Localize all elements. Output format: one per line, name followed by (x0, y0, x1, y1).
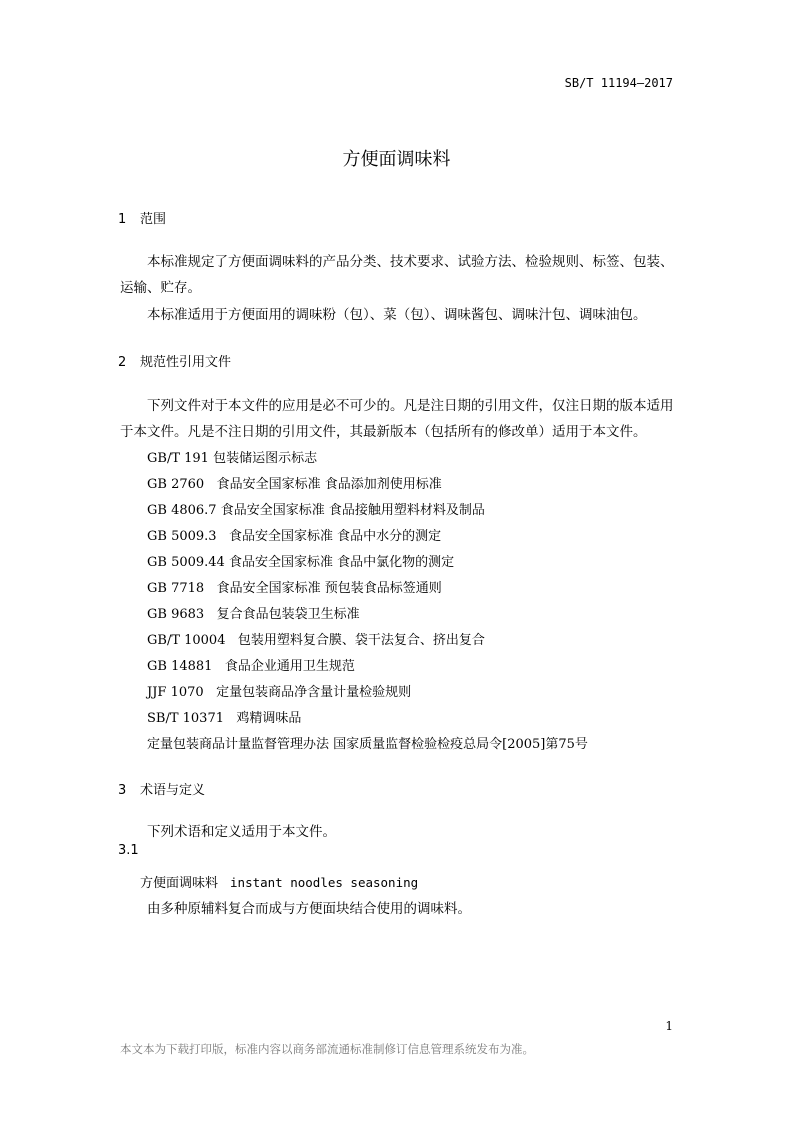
reference-item (147, 733, 588, 752)
section-heading-references (118, 351, 231, 370)
reference-code: GB 14881 (147, 659, 213, 674)
standard-code: SB/T 11194—2017 (564, 76, 673, 90)
reference-title: 鸡精调味品 (236, 711, 302, 726)
scope-paragraph-1: 本标准规定了方便面调味料的产品分类、技术要求、试验方法、检验规则、标签、包装、运输、贮存。 (120, 254, 674, 296)
reference-title: 食品企业通用卫生规范 (224, 659, 355, 674)
term-entry (140, 872, 418, 891)
reference-title: 食品安全国家标准 预包装食品标签通则 (216, 581, 442, 596)
reference-title: 包装用塑料复合膜、袋干法复合、挤出复合 (237, 633, 485, 648)
scope-paragraph-2: 本标准适用于方便面用的调味粉（包）、菜（包）、调味酱包、调味汁包、调味油包。 (147, 307, 647, 323)
references-intro: 下列文件对于本文件的应用是必不可少的。凡是注日期的引用文件，仅注日期的版本适用于本文件。凡是不注日期的引用文件，其最新版本（包括所有的修改单）适用于本文件。 (120, 398, 674, 440)
section-number: 3 (118, 783, 127, 798)
section-number: 1 (118, 212, 127, 227)
footer-note: 本文本为下载打印版，标准内容以商务部流通标准制修订信息管理系统发布为准。 (120, 1042, 534, 1056)
page-number: 1 (665, 1019, 673, 1033)
reference-title: 食品安全国家标准 食品接触用塑料材料及制品 (220, 503, 485, 518)
reference-code: GB 5009.44 (147, 555, 225, 570)
reference-code: GB/T 191 (147, 451, 209, 466)
reference-item (147, 447, 317, 466)
reference-code: GB/T 10004 (147, 633, 226, 648)
term-english: instant noodles seasoning (230, 875, 419, 890)
section-title: 规范性引用文件 (140, 355, 232, 370)
term-definition: 由多种原辅料复合而成与方便面块结合使用的调味料。 (147, 901, 471, 917)
reference-title: 定量包装商品净含量计量检验规则 (216, 685, 412, 700)
section-title: 术语与定义 (140, 783, 206, 798)
reference-code: SB/T 10371 (147, 711, 224, 726)
reference-code: 定量包装商品计量监督管理办法 (147, 737, 330, 752)
term-chinese: 方便面调味料 (140, 876, 219, 891)
reference-title: 复合食品包装袋卫生标准 (216, 607, 360, 622)
document-title: 方便面调味料 (342, 149, 451, 170)
reference-item (147, 473, 442, 492)
reference-title: 食品安全国家标准 食品中水分的测定 (228, 529, 442, 544)
reference-item (147, 629, 485, 648)
reference-item (147, 707, 301, 726)
reference-code: JJF 1070 (147, 685, 204, 700)
reference-title: 国家质量监督检验检疫总局令[2005]第75号 (333, 737, 588, 752)
section-number: 2 (118, 355, 127, 370)
reference-code: GB 4806.7 (147, 503, 217, 518)
reference-item (147, 577, 442, 596)
reference-item (147, 603, 360, 622)
reference-code: GB 2760 (147, 477, 205, 492)
section-heading-terms (118, 779, 205, 798)
reference-item (147, 525, 441, 544)
section-title: 范围 (140, 212, 167, 227)
reference-code: GB 7718 (147, 581, 205, 596)
terms-intro: 下列术语和定义适用于本文件。 (147, 824, 336, 840)
reference-item (147, 499, 485, 518)
reference-title: 食品安全国家标准 食品中氯化物的测定 (228, 555, 455, 570)
reference-title: 包装储运图示标志 (213, 451, 318, 466)
reference-item (147, 551, 454, 570)
reference-code: GB 5009.3 (147, 529, 217, 544)
reference-title: 食品安全国家标准 食品添加剂使用标准 (216, 477, 442, 492)
section-heading-scope (118, 208, 166, 227)
reference-item (147, 681, 411, 700)
term-number: 3.1 (118, 843, 139, 858)
reference-code: GB 9683 (147, 607, 205, 622)
reference-item (147, 655, 355, 674)
